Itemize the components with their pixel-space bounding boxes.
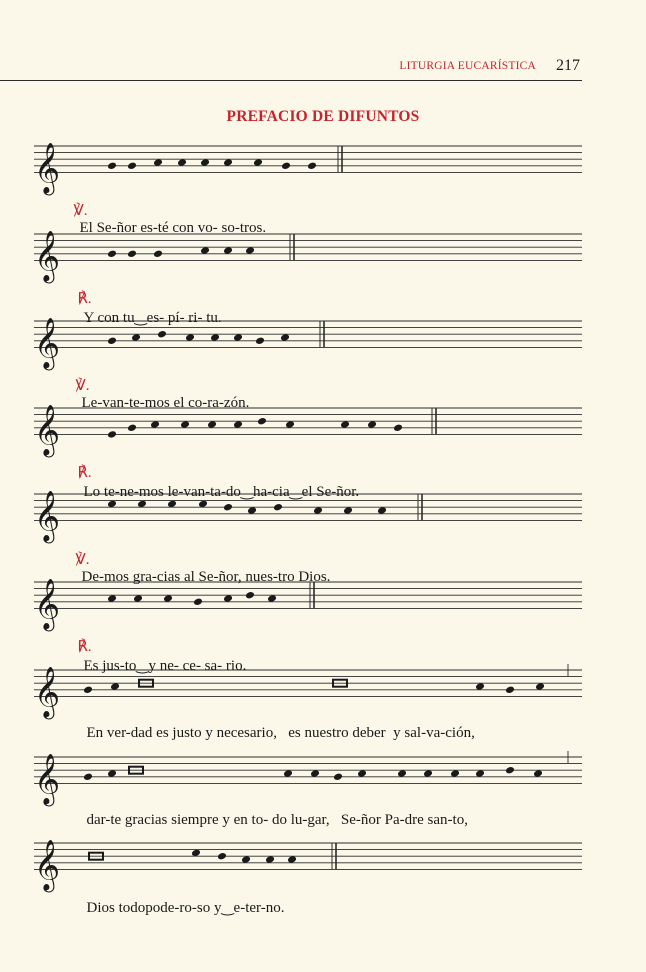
versicle-mark: ℣.	[73, 203, 88, 219]
lyric-text: Lo te-ne-mos le-van-ta-do‿ha-cia‿el Se-ñor.	[83, 484, 360, 500]
treble-clef-icon: 𝄞	[34, 404, 61, 456]
lyric-text: Y con tu‿es- pí- ri- tu.	[83, 310, 222, 326]
lyric-line-9	[79, 881, 284, 917]
note-head	[83, 686, 93, 695]
lyric-line-1	[66, 184, 266, 237]
treble-clef-icon: 𝄞	[34, 839, 61, 891]
response-mark: ℟.	[77, 639, 92, 655]
note-head	[281, 162, 291, 171]
note-head	[107, 337, 117, 346]
lyric-text: El Se-ñor es-té con vo- so-tros.	[79, 220, 267, 236]
versicle-mark: ℣.	[75, 378, 90, 394]
lyric-line-7	[79, 708, 475, 742]
treble-clef-icon: 𝄞	[34, 230, 61, 282]
note-head	[505, 686, 515, 695]
lyric-line-8	[79, 795, 468, 829]
note-head	[157, 330, 167, 339]
note-head	[107, 162, 117, 171]
note-head	[505, 766, 515, 775]
note-head	[393, 424, 403, 433]
treble-clef-icon: 𝄞	[34, 490, 61, 542]
note-head	[193, 598, 203, 607]
note-head	[153, 250, 163, 259]
section-title: LITURGIA EUCARÍSTICA	[399, 60, 536, 72]
note-head	[127, 424, 137, 433]
note-head	[333, 773, 343, 782]
treble-clef-icon: 𝄞	[34, 317, 61, 369]
note-head	[127, 250, 137, 259]
versicle-mark: ℣.	[75, 552, 90, 568]
note-head	[217, 852, 227, 861]
lyric-text: dar-te gracias siempre y en to- do lu-gar, Se-ñor Pa-dre san-to,	[86, 812, 468, 828]
chant-title: PREFACIO DE DIFUNTOS	[226, 108, 420, 125]
lyric-line-3	[68, 359, 249, 412]
note-head	[83, 773, 93, 782]
note-head	[107, 250, 117, 259]
note-head	[257, 417, 267, 426]
lyric-line-5	[68, 533, 330, 586]
note-head	[307, 162, 317, 171]
response-mark: ℟.	[77, 465, 92, 481]
note-head	[245, 591, 255, 600]
lyric-text: Es jus-to‿y ne- ce- sa- rio.	[83, 658, 247, 674]
lyric-line-4	[70, 446, 359, 501]
lyric-line-2	[70, 272, 222, 327]
lyric-line-6	[70, 620, 246, 675]
response-mark: ℟.	[77, 291, 92, 307]
lyric-text: En ver-dad es justo y necesario, es nuestro deber y sal-va-ción,	[86, 725, 475, 741]
page-number: 217	[556, 57, 580, 74]
treble-clef-icon: 𝄞	[34, 666, 61, 718]
treble-clef-icon: 𝄞	[34, 578, 61, 630]
treble-clef-icon: 𝄞	[34, 753, 61, 805]
note-head	[223, 503, 233, 512]
note-head	[255, 337, 265, 346]
lyric-text: Dios todopode-ro-so y‿e-ter-no.	[86, 900, 285, 916]
treble-clef-icon: 𝄞	[34, 142, 61, 194]
note-head	[273, 503, 283, 512]
note-head	[107, 430, 117, 439]
lyric-text: Le-van-te-mos el co-ra-zón.	[81, 395, 250, 411]
lyric-text: De-mos gra-cias al Se-ñor, nues-tro Dios.	[81, 569, 331, 585]
note-head	[127, 162, 137, 171]
